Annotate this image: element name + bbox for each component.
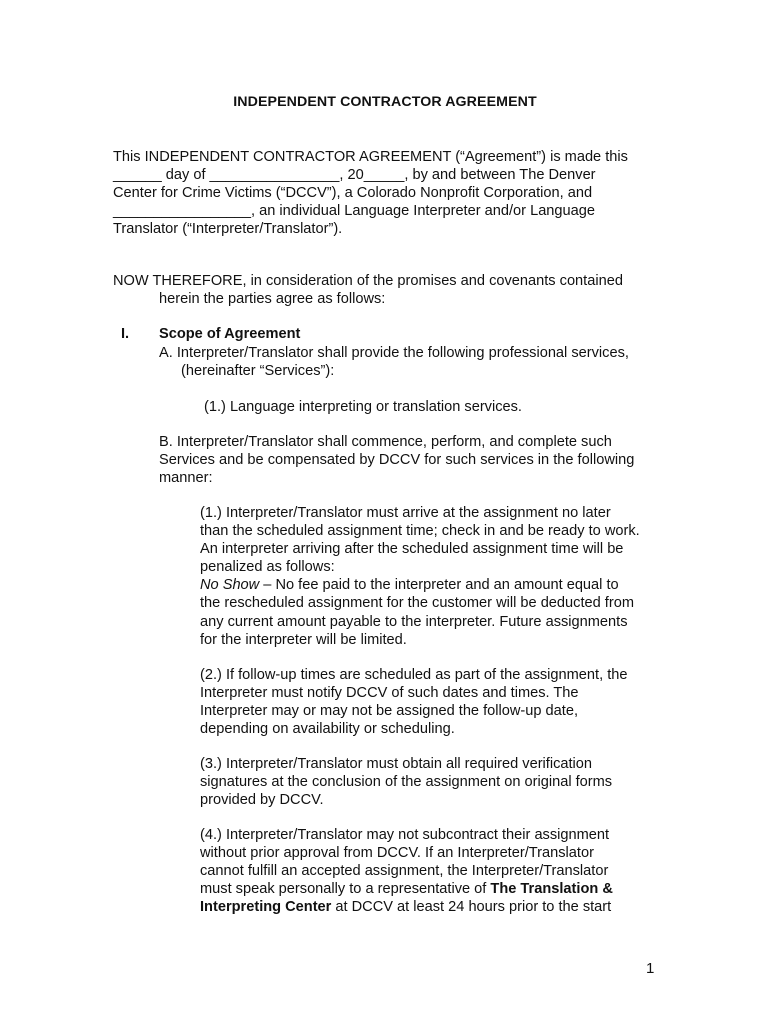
center-name-bold: The Translation & [490,881,613,898]
clause-line: (3.) Interpreter/Translator must obtain all required verification [200,756,593,772]
clause-line: Interpreter must notify DCCV of such dates and times. The [200,685,579,702]
clause-b-1 [200,504,670,649]
clause-line: depending on availability or scheduling. [200,721,455,738]
intro-paragraph [113,148,673,238]
clause-line: any current amount payable to the interpreter. Future assignments [200,613,628,630]
now-therefore-paragraph [113,272,663,308]
now-therefore-line: NOW THEREFORE, in consideration of the promises and covenants contained [113,273,623,289]
intro-line: ______ day of ________________, 20_____, by and between The Denver [113,167,596,184]
center-name-bold: Interpreting Center [200,899,332,916]
clause-b-line: manner: [159,470,213,487]
section-number: I. [121,326,130,342]
clause-line: without prior approval from DCCV. If an Interpreter/Translator [200,845,594,862]
section-title: Scope of Agreement [159,326,301,342]
clause-b-4 [200,826,670,916]
clause-a-line: A. Interpreter/Translator shall provide the following professional services, [159,345,629,361]
clause-b-2 [200,666,670,738]
clause-a [159,344,669,380]
clause-b-line: Services and be compensated by DCCV for such services in the following [159,452,635,469]
intro-line: Translator (“Interpreter/Translator”). [113,221,343,238]
clause-line: the rescheduled assignment for the customer will be deducted from [200,595,634,612]
clause-a-1: (1.) Language interpreting or translation services. [204,399,522,415]
intro-line: Center for Crime Victims (“DCCV”), a Colorado Nonprofit Corporation, and [113,185,593,202]
clause-b [159,433,669,487]
now-therefore-line: herein the parties agree as follows: [159,291,386,308]
document-title: INDEPENDENT CONTRACTOR AGREEMENT [233,94,537,110]
clause-line: An interpreter arriving after the scheduled assignment time will be [200,541,624,558]
clause-a-line: (hereinafter “Services”): [181,363,335,380]
no-show-label: No Show [200,577,260,594]
clause-line: signatures at the conclusion of the assignment on original forms [200,774,613,791]
clause-line: (2.) If follow-up times are scheduled as part of the assignment, the [200,667,628,683]
clause-line: (1.) Interpreter/Translator must arrive at the assignment no later [200,505,611,521]
clause-line: (4.) Interpreter/Translator may not subcontract their assignment [200,827,610,843]
clause-line: provided by DCCV. [200,792,324,809]
clause-line: – No fee paid to the interpreter and an amount equal to [259,577,619,594]
clause-b-3 [200,755,670,809]
clause-b-line: B. Interpreter/Translator shall commence, perform, and complete such [159,434,612,450]
page-number: 1 [646,960,655,977]
clause-line: than the scheduled assignment time; check in and be ready to work. [200,523,640,540]
clause-line: Interpreter may or may not be assigned the follow-up date, [200,703,579,720]
clause-line: penalized as follows: [200,559,335,576]
clause-line: for the interpreter will be limited. [200,631,407,648]
clause-line: must speak personally to a representative of [200,881,491,898]
intro-line: This INDEPENDENT CONTRACTOR AGREEMENT (“Agreement”) is made this [113,149,628,165]
clause-line: cannot fulfill an accepted assignment, the Interpreter/Translator [200,863,609,880]
clause-line: at DCCV at least 24 hours prior to the start [331,899,612,916]
intro-line: _________________, an individual Language Interpreter and/or Language [113,203,596,220]
